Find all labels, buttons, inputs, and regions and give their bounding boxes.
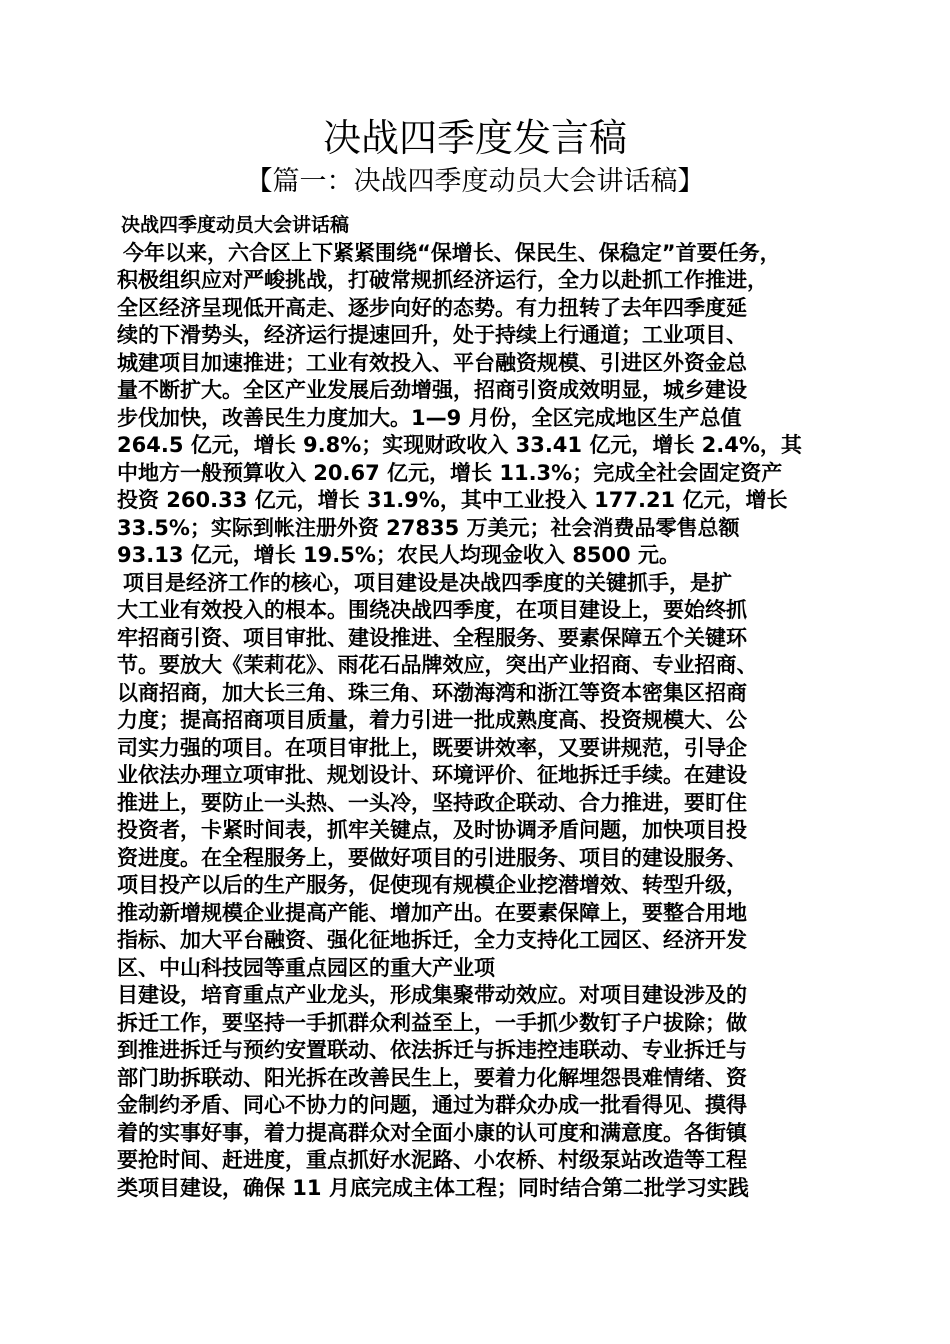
body-line: 今年以来，六合区上下紧紧围绕“保增长、保民生、保稳定”首要任务，: [123, 240, 781, 265]
body-line: 推动新增规模企业提高产能、增加产出。在要素保障上，要整合用地: [117, 900, 747, 925]
body-line: 指标、加大平台融资、强化征地拆迁，全力支持化工园区、经济开发: [117, 928, 747, 952]
body-line: 节。要放大《茉莉花》、雨花石品牌效应，突出产业招商、专业招商、: [117, 653, 758, 677]
document-body: [117, 212, 842, 1202]
body-line: 项目是经济工作的核心，项目建设是决战四季度的关键抓手，是扩: [123, 570, 732, 595]
body-line: 续的下滑势头，经济运行提速回升，处于持续上行通道；工业项目、: [117, 323, 747, 347]
body-line: 积极组织应对严峻挑战，打破常规抓经济运行，全力以赴抓工作推进，: [117, 268, 768, 292]
body-line: 要抢时间、赶进度，重点抓好水泥路、小农桥、村级泵站改造等工程: [117, 1148, 747, 1172]
body-line: 264.5 亿元，增长 9.8%；实现财政收入 33.41 亿元，增长 2.4%，其: [117, 433, 802, 457]
document-title: 决战四季度发言稿: [322, 116, 627, 160]
body-line: 全区经济呈现低开高走、逐步向好的态势。有力扭转了去年四季度延: [117, 295, 747, 320]
body-line: 步伐加快，改善民生力度加大。1—9 月份，全区完成地区生产总值: [117, 405, 742, 430]
body-line: 投资 260.33 亿元，增长 31.9%，其中工业投入 177.21 亿元，增长: [117, 488, 788, 512]
body-line: 拆迁工作，要坚持一手抓群众利益至上，一手抓少数钉子户拔除；做: [117, 1010, 747, 1035]
body-line: 投资者，卡紧时间表，抓牢关键点，及时协调矛盾问题，加快项目投: [117, 818, 747, 842]
body-line: 以商招商，加大长三角、珠三角、环渤海湾和浙江等资本密集区招商: [117, 680, 747, 705]
section-heading: 决战四季度动员大会讲话稿: [121, 214, 350, 236]
body-line: 牢招商引资、项目审批、建设推进、全程服务、要素保障五个关键环: [117, 625, 747, 650]
body-line: 金制约矛盾、同心不协力的问题，通过为群众办成一批看得见、摸得: [117, 1093, 747, 1117]
body-line: 资进度。在全程服务上，要做好项目的引进服务、项目的建设服务、: [117, 845, 747, 870]
body-line: 大工业有效投入的根本。围绕决战四季度，在项目建设上，要始终抓: [117, 598, 747, 622]
body-line: 项目投产以后的生产服务，促使现有规模企业挖潜增效、转型升级，: [117, 873, 747, 897]
body-line: 量不断扩大。全区产业发展后劲增强，招商引资成效明显，城乡建设: [117, 378, 747, 402]
body-line: 业依法办理立项审批、规划设计、环境评价、征地拆迁手续。在建设: [117, 763, 747, 787]
body-line: 着的实事好事，着力提高群众对全面小康的认可度和满意度。各街镇: [117, 1120, 747, 1145]
body-line: 33.5%；实际到帐注册外资 27835 万美元；社会消费品零售总额: [117, 515, 740, 540]
body-line: 93.13 亿元，增长 19.5%；农民人均现金收入 8500 元。: [117, 543, 680, 567]
document-subtitle: 【篇一：决战四季度动员大会讲话稿】: [245, 166, 705, 197]
body-line: 到推进拆迁与预约安置联动、依法拆迁与拆违控违联动、专业拆迁与: [117, 1038, 747, 1062]
body-line: 目建设，培育重点产业龙头，形成集聚带动效应。对项目建设涉及的: [117, 983, 747, 1007]
body-line: 司实力强的项目。在项目审批上，既要讲效率，又要讲规范，引导企: [117, 735, 747, 760]
body-line: 部门助拆联动、阳光拆在改善民生上，要着力化解埋怨畏难情绪、资: [117, 1065, 747, 1090]
body-line: 城建项目加速推进；工业有效投入、平台融资规模、引进区外资金总: [117, 350, 747, 375]
body-line: 区、中山科技园等重点园区的重大产业项: [117, 955, 495, 980]
body-line: 推进上，要防止一头热、一头冷，坚持政企联动、合力推进，要盯住: [117, 790, 747, 815]
body-line: 类项目建设，确保 11 月底完成主体工程；同时结合第二批学习实践: [117, 1175, 749, 1200]
body-line: 力度；提高招商项目质量，着力引进一批成熟度高、投资规模大、公: [117, 708, 747, 732]
body-line: 中地方一般预算收入 20.67 亿元，增长 11.3%；完成全社会固定资产: [117, 460, 783, 485]
